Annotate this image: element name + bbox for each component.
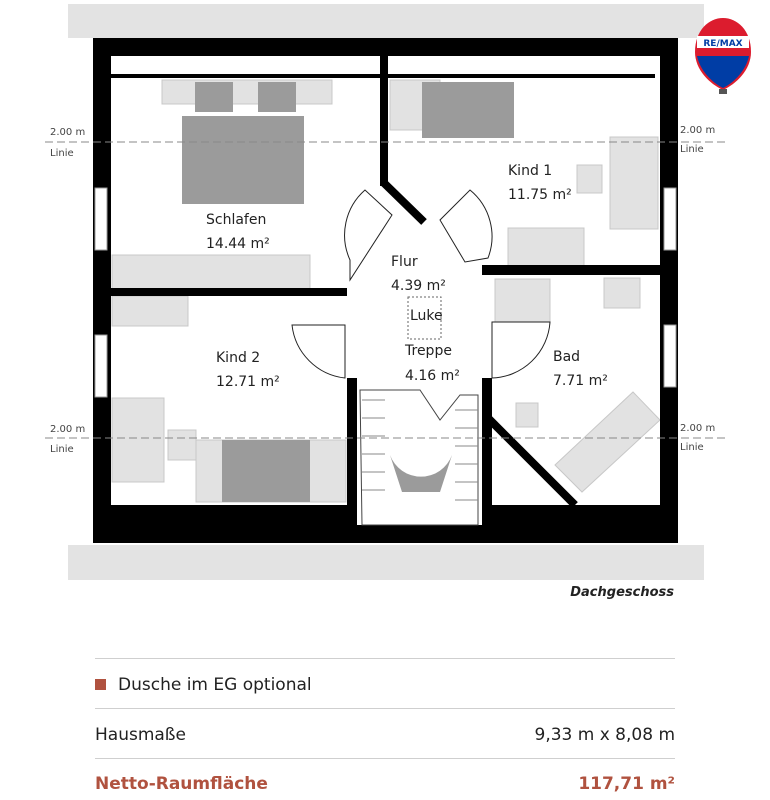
area-label: Netto-Raumfläche [95, 774, 268, 794]
room-area-bad: 7.71 m² [553, 373, 608, 389]
room-name-bad: Bad [553, 349, 581, 365]
area-row [95, 774, 675, 794]
room-area-treppe: 4.16 m² [405, 368, 460, 384]
height-marker-value: 2.00 m [50, 127, 86, 138]
height-marker-label: Linie [680, 442, 704, 453]
dimensions-row [95, 725, 675, 745]
height-marker-value: 2.00 m [50, 424, 86, 435]
note-row [95, 675, 675, 695]
room-area-flur: 4.39 m² [391, 278, 446, 294]
divider [95, 758, 675, 759]
height-marker-label: Linie [680, 144, 704, 155]
note [95, 675, 312, 695]
room-name-kind-1: Kind 1 [508, 163, 553, 179]
room-name-kind-2: Kind 2 [216, 350, 261, 366]
dimensions-label: Hausmaße [95, 725, 186, 745]
area-value: 117,71 m² [578, 774, 675, 794]
staircase [360, 390, 478, 525]
room-name-schlafen: Schlafen [206, 212, 267, 228]
roof-band-top [68, 4, 704, 38]
room-name-luke: Luke [410, 308, 443, 324]
divider [95, 658, 675, 659]
height-marker-value: 2.00 m [680, 423, 716, 434]
note-text: Dusche im EG optional [118, 675, 312, 695]
height-marker-label: Linie [50, 148, 74, 159]
divider [95, 708, 675, 709]
room-area-kind-2: 12.71 m² [216, 374, 280, 390]
bullet-square-icon [95, 679, 106, 690]
room-area-kind-1: 11.75 m² [508, 187, 572, 203]
room-name-flur: Flur [391, 254, 418, 270]
svg-text:RE/MAX: RE/MAX [703, 39, 743, 49]
dimensions-value: 9,33 m x 8,08 m [534, 725, 675, 745]
height-marker-label: Linie [50, 444, 74, 455]
roof-band-bottom [68, 545, 704, 580]
room-name-treppe: Treppe [405, 343, 452, 359]
floor-caption: Dachgeschoss [570, 585, 674, 600]
remax-logo [695, 18, 751, 94]
room-area-schlafen: 14.44 m² [206, 236, 270, 252]
height-marker-value: 2.00 m [680, 125, 716, 136]
